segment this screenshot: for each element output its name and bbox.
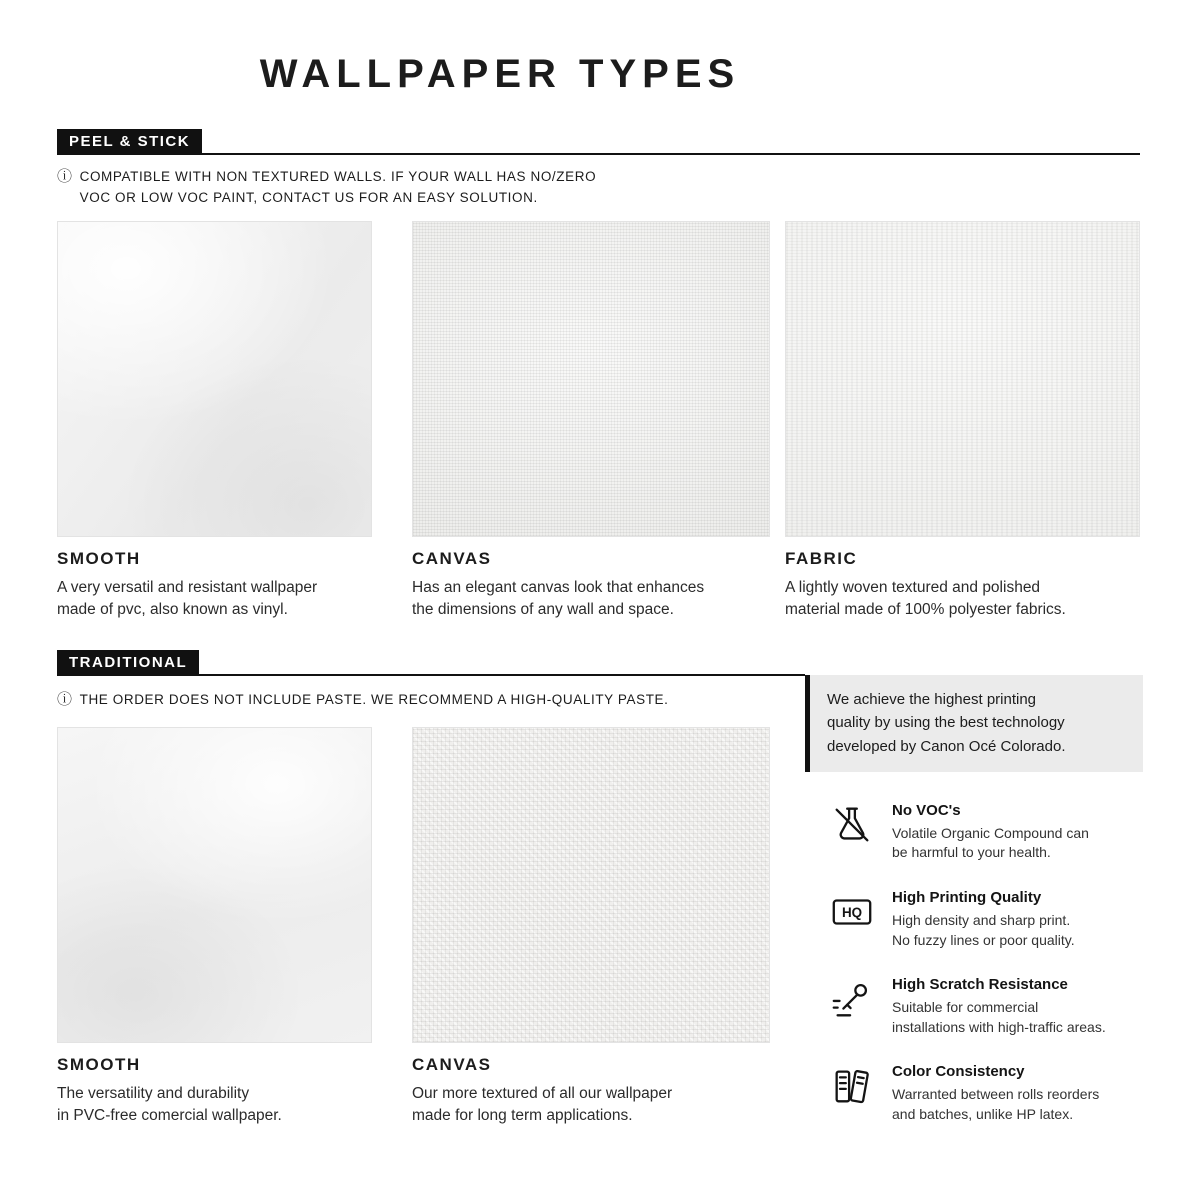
hq-icon bbox=[829, 889, 875, 935]
section-header-peel-stick bbox=[57, 129, 1140, 155]
swatch-traditional-smooth bbox=[57, 727, 372, 1128]
feature-color-consistency bbox=[829, 1063, 1143, 1124]
feature-description: High density and sharp print. No fuzzy lines or poor quality. bbox=[892, 911, 1075, 948]
swatch-description: Has an elegant canvas look that enhances the dimensions of any wall and space. bbox=[412, 579, 705, 619]
swatch-traditional-canvas bbox=[412, 727, 770, 1128]
feature-title: High Printing Quality bbox=[892, 888, 1042, 906]
page-title: WALLPAPER TYPES bbox=[259, 52, 741, 96]
swatch-name: SMOOTH bbox=[57, 549, 141, 568]
section-header-traditional bbox=[57, 650, 805, 676]
scratch-resistance-icon bbox=[829, 976, 875, 1022]
swatch-image-canvas bbox=[412, 221, 770, 537]
peel-stick-note-text: COMPATIBLE WITH NON TEXTURED WALLS. IF YOUR WALL HAS NO/ZERO VOC OR LOW VOC PAINT, CONTACT US FOR AN EASY SOLUTION. bbox=[79, 169, 597, 205]
traditional-note bbox=[57, 690, 800, 711]
swatch-name: FABRIC bbox=[785, 549, 858, 568]
quality-panel bbox=[805, 675, 1143, 1151]
feature-description: Volatile Organic Compound can be harmful to your health. bbox=[892, 824, 1089, 861]
swatch-peel-canvas bbox=[412, 221, 770, 622]
swatch-peel-fabric bbox=[785, 221, 1140, 622]
info-icon: ⓘ bbox=[57, 168, 73, 185]
swatch-image-canvas bbox=[412, 727, 770, 1043]
feature-scratch-resistance bbox=[829, 976, 1143, 1037]
swatch-description: A lightly woven textured and polished material made of 100% polyester fabrics. bbox=[785, 579, 1066, 619]
peel-stick-note bbox=[57, 167, 1140, 209]
swatch-name: CANVAS bbox=[412, 549, 492, 568]
color-swatches-icon bbox=[829, 1063, 875, 1109]
quality-quote: We achieve the highest printing quality by using the best technology developed by Canon Océ Colorado. bbox=[805, 675, 1143, 772]
swatch-description: The versatility and durability in PVC-free comercial wallpaper. bbox=[57, 1085, 282, 1125]
feature-list bbox=[805, 802, 1143, 1125]
svg-text:HQ: HQ bbox=[841, 904, 863, 920]
swatch-image-smooth bbox=[57, 221, 372, 537]
feature-description: Warranted between rolls reorders and batches, unlike HP latex. bbox=[892, 1086, 1100, 1122]
swatch-image-smooth bbox=[57, 727, 372, 1043]
swatch-image-fabric bbox=[785, 221, 1140, 537]
swatch-name: CANVAS bbox=[412, 1055, 492, 1074]
feature-title: Color Consistency bbox=[892, 1063, 1025, 1081]
traditional-note-text: THE ORDER DOES NOT INCLUDE PASTE. WE RECOMMEND A HIGH-QUALITY PASTE. bbox=[79, 692, 669, 707]
feature-no-voc bbox=[829, 802, 1143, 863]
feature-title: High Scratch Resistance bbox=[892, 976, 1068, 994]
swatch-description: Our more textured of all our wallpaper made for long term applications. bbox=[412, 1085, 673, 1125]
feature-description: Suitable for commercial installations with high-traffic areas. bbox=[892, 999, 1106, 1035]
swatch-peel-smooth bbox=[57, 221, 372, 622]
section-label-peel-stick: PEEL & STICK bbox=[57, 129, 202, 153]
feature-title: No VOC's bbox=[892, 801, 961, 819]
info-icon: ⓘ bbox=[57, 691, 73, 708]
section-label-traditional: TRADITIONAL bbox=[57, 650, 199, 674]
no-voc-icon bbox=[829, 802, 875, 848]
swatch-description: A very versatil and resistant wallpaper made of pvc, also known as vinyl. bbox=[57, 579, 318, 619]
feature-high-printing-quality bbox=[829, 889, 1143, 950]
swatch-name: SMOOTH bbox=[57, 1055, 141, 1074]
